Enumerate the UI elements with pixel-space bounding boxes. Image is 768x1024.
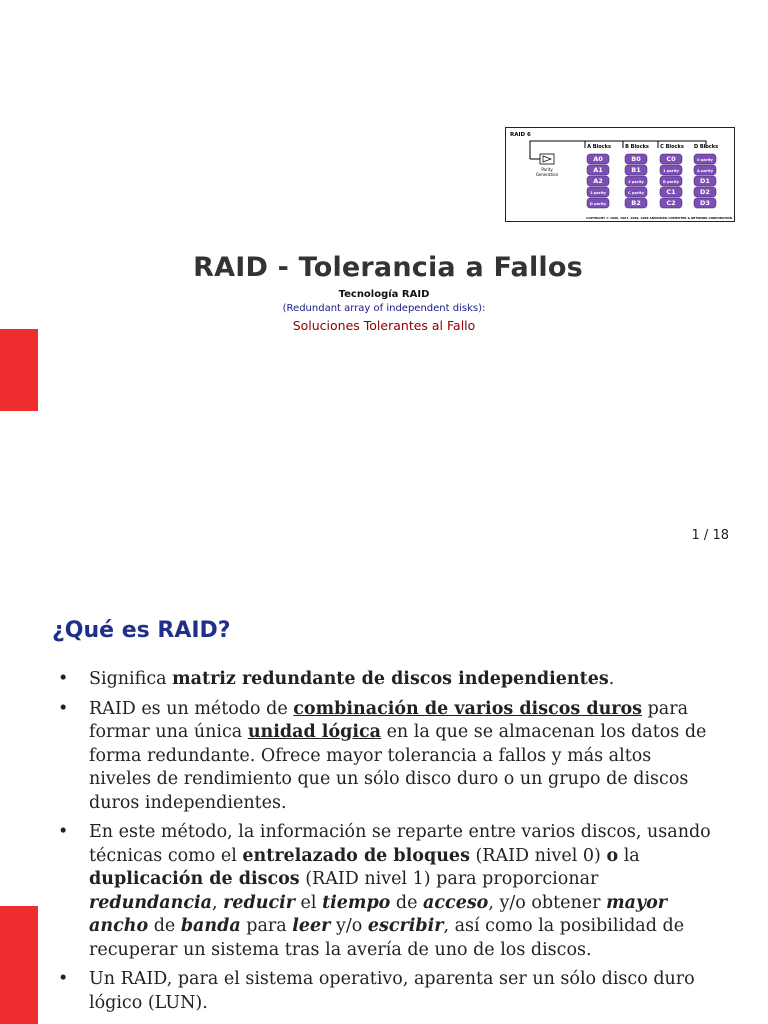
bullet-item: [58, 668, 718, 692]
disk-block-label: C1: [666, 188, 676, 196]
column-header: A Blocks: [587, 144, 611, 150]
page-number: 1 / 18: [691, 528, 729, 543]
disk-block-label: A parity: [696, 169, 714, 173]
bullet-item: [58, 968, 718, 1015]
disk-block-label: 0 parity: [697, 158, 713, 162]
emphasis-term: banda: [180, 916, 241, 936]
text: de: [148, 916, 181, 936]
raid6-diagram: [505, 127, 735, 222]
disk-block-label: B parity: [662, 180, 680, 184]
subtitle-soluciones: Soluciones Tolerantes al Fallo: [292, 318, 476, 333]
text: (RAID nivel 0): [469, 845, 607, 866]
text: , así como la posibilidad de recuperar un sistema tras la avería de uno de los discos.: [89, 916, 685, 960]
slide-title-text: RAID - Tolerancia a Fallos: [193, 252, 583, 283]
text: y/o: [330, 916, 368, 936]
disk-block-label: D3: [700, 199, 710, 207]
generator-label-1: Parity: [541, 167, 553, 172]
bullet-list: [58, 668, 718, 1021]
disk-block-label: D1: [700, 177, 710, 185]
slide-que-es-raid: [0, 590, 768, 1024]
accent-bar: [0, 329, 38, 411]
disk-block-label: A0: [593, 155, 603, 163]
disk-block-label: B0: [631, 155, 641, 163]
bullet-item: [58, 821, 718, 962]
disk-columns: [587, 144, 718, 208]
parity-generator-icon: [540, 154, 554, 164]
disk-block-label: 2 parity: [628, 180, 644, 184]
text: la: [618, 845, 640, 866]
disk-block-label: A2: [593, 177, 603, 185]
emphasis-term: redundancia: [89, 892, 212, 913]
figure-copyright: COPYRIGHT © 1996, 1997, 1998, 1999 ADVANCED COMPUTER & NETWORK CORPORATION: [586, 216, 732, 220]
text: para formar una única: [89, 698, 689, 742]
emphasis-term: tiempo: [322, 892, 391, 913]
column-header: D Blocks: [693, 144, 719, 150]
bullet-item: [58, 698, 718, 816]
text: , y/o obtener: [488, 892, 607, 913]
bold-term: entrelazado de bloques: [242, 845, 470, 866]
subtitle-tecnologia: Tecnología RAID: [338, 289, 430, 300]
underlined-term: unidad lógica: [247, 722, 382, 742]
emphasis-term: escribir: [367, 916, 444, 936]
emphasis-term: leer: [292, 916, 331, 936]
disk-block-label: 1 parity: [663, 169, 679, 173]
emphasis-term: reducir: [223, 892, 295, 913]
accent-bar: [0, 906, 38, 1024]
text: Un RAID, para el sistema operativo, aparenta ser un sólo disco duro lógico (LUN).: [89, 969, 695, 1013]
disk-block-label: C2: [666, 199, 676, 207]
emphasis-term: mayor ancho: [89, 892, 667, 936]
underlined-term: combinación de varios discos duros: [293, 698, 643, 719]
text: En este método, la información se reparte entre varios discos, usando técnicas como el: [89, 822, 711, 866]
text: (RAID nivel 1) para proporcionar: [299, 869, 599, 889]
disk-block-label: B1: [631, 166, 641, 174]
text: Significa: [89, 669, 173, 689]
bold-term: o: [606, 845, 619, 866]
bold-term: duplicación de discos: [89, 869, 300, 889]
text: el: [294, 892, 323, 913]
raid-label: RAID 6: [510, 132, 531, 138]
disk-block-label: 3 parity: [590, 191, 606, 195]
generator-label-2: Generation: [535, 172, 559, 177]
column-header: B Blocks: [625, 144, 649, 150]
text: para: [240, 916, 293, 936]
bold-term: matriz redundante de discos independientes: [172, 669, 609, 689]
disk-block-label: C0: [666, 155, 676, 163]
disk-block-label: D parity: [589, 202, 607, 206]
disk-block-label: A1: [593, 166, 603, 174]
text: en la que se almacenan los datos de forma redundante. Ofrece mayor tolerancia a fallos y más altos niveles de rendimiento que un sólo disco duro o un grupo de discos duros independientes.: [89, 722, 707, 813]
disk-block-label: D2: [700, 188, 710, 196]
text: ,: [211, 892, 224, 913]
subtitle-acronym: (Redundant array of independent disks):: [282, 303, 486, 314]
column-header: C Blocks: [660, 144, 684, 150]
raid6-diagram-svg: [506, 128, 734, 221]
slide-heading: ¿Qué es RAID?: [52, 618, 231, 643]
emphasis-term: acceso: [423, 892, 489, 913]
disk-block-label: C parity: [628, 191, 644, 195]
text: RAID es un método de: [89, 698, 294, 719]
text: .: [608, 669, 615, 689]
text: de: [390, 892, 424, 913]
disk-block-label: B2: [631, 199, 641, 207]
